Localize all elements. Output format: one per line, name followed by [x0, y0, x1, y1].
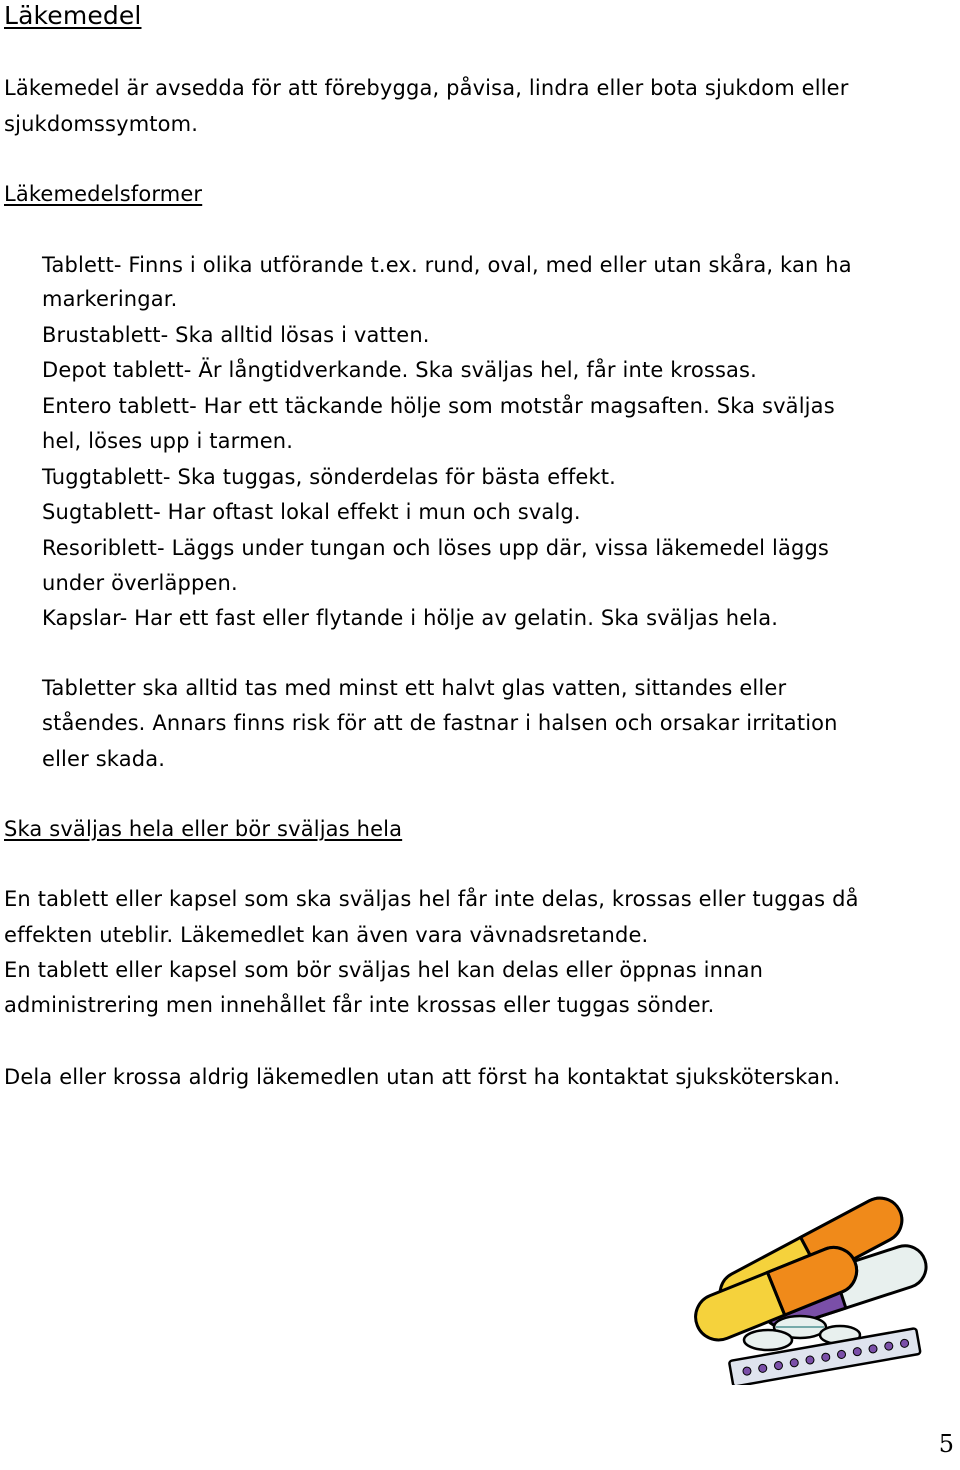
section-heading-swallow: Ska sväljas hela eller bör sväljas hela: [4, 817, 403, 841]
tablet-note-line: eller skada.: [42, 747, 166, 771]
intro-line: sjukdomssymtom.: [4, 112, 199, 136]
swallow-text-line: administrering men innehållet får inte krossas eller tuggas sönder.: [4, 993, 715, 1017]
form-line: under överläppen.: [42, 571, 238, 595]
pills-and-capsules-icon: [690, 1195, 940, 1385]
page-number: 5: [938, 1430, 954, 1458]
form-line: Tuggtablett- Ska tuggas, sönderdelas för bästa effekt.: [42, 465, 616, 489]
form-line: Depot tablett- Är långtidverkande. Ska sväljas hel, får inte krossas.: [42, 358, 757, 382]
page-title: Läkemedel: [4, 1, 142, 30]
final-note: Dela eller krossa aldrig läkemedlen utan att först ha kontaktat sjuksköterskan.: [4, 1065, 841, 1089]
tablet-note-line: ståendes. Annars finns risk för att de fastnar i halsen och orsakar irritation: [42, 711, 838, 735]
form-line: hel, löses upp i tarmen.: [42, 429, 294, 453]
tablet-note-line: Tabletter ska alltid tas med minst ett halvt glas vatten, sittandes eller: [42, 676, 787, 700]
form-line: Tablett- Finns i olika utförande t.ex. rund, oval, med eller utan skåra, kan ha: [42, 253, 852, 277]
intro-line: Läkemedel är avsedda för att förebygga, påvisa, lindra eller bota sjukdom eller: [4, 76, 849, 100]
form-line: Brustablett- Ska alltid lösas i vatten.: [42, 323, 430, 347]
form-line: Resoriblett- Läggs under tungan och löses upp där, vissa läkemedel läggs: [42, 536, 830, 560]
form-line: markeringar.: [42, 287, 178, 311]
form-line: Sugtablett- Har oftast lokal effekt i mun och svalg.: [42, 500, 581, 524]
swallow-text-line: effekten uteblir. Läkemedlet kan även vara vävnadsretande.: [4, 923, 649, 947]
swallow-text-line: En tablett eller kapsel som ska sväljas hel får inte delas, krossas eller tuggas då: [4, 887, 859, 911]
section-heading-forms: Läkemedelsformer: [4, 182, 203, 206]
form-line: Entero tablett- Har ett täckande hölje som motstår magsaften. Ska sväljas: [42, 394, 835, 418]
form-line: Kapslar- Har ett fast eller flytande i hölje av gelatin. Ska sväljas hela.: [42, 606, 779, 630]
swallow-text-line: En tablett eller kapsel som bör sväljas hel kan delas eller öppnas innan: [4, 958, 764, 982]
